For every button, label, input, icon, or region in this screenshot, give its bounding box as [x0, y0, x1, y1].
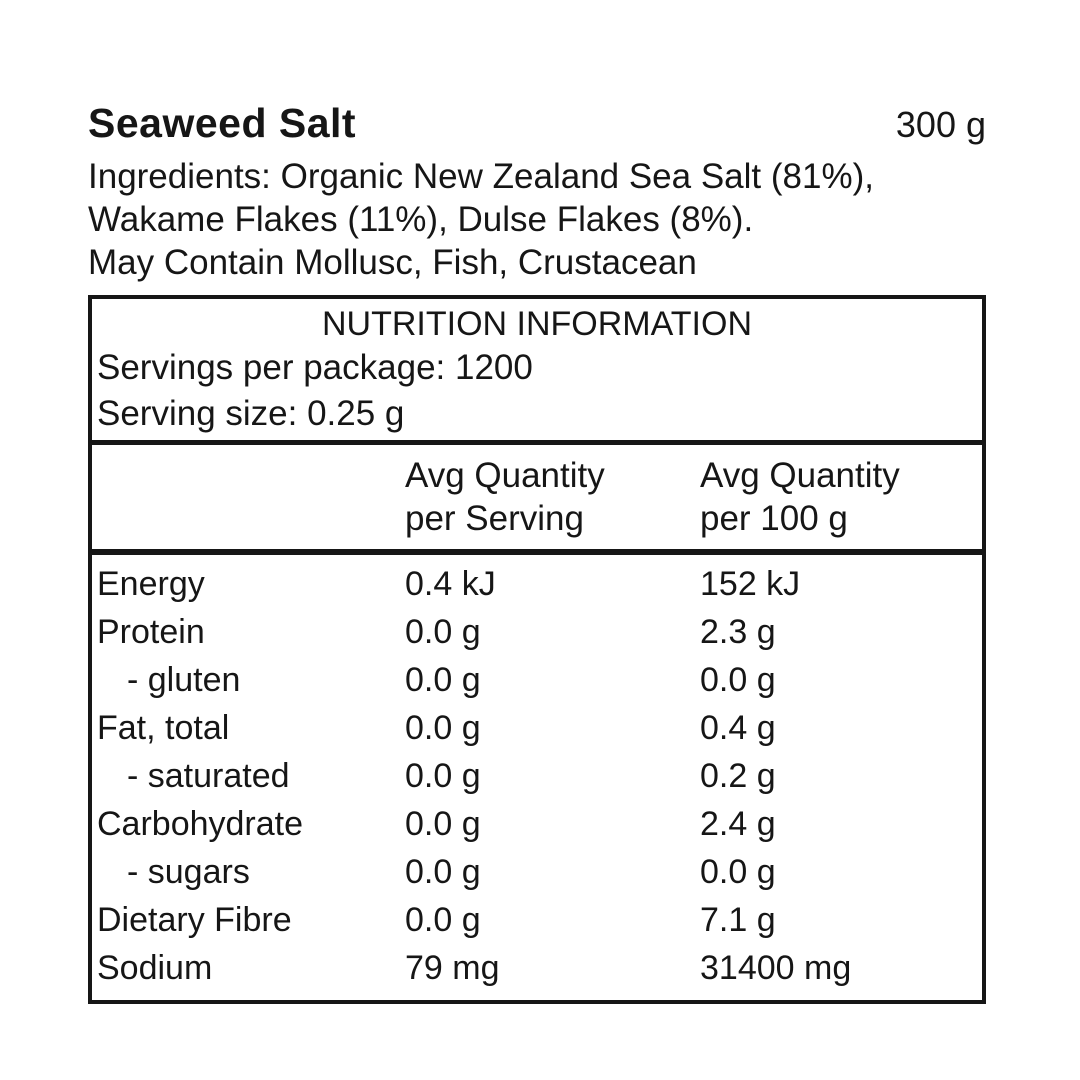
nutrient-row-sugars: [92, 848, 982, 896]
nutrition-panel: [88, 295, 986, 1004]
value-per-100g: 0.2 g: [700, 757, 776, 795]
value-per-100g: 2.4 g: [700, 805, 776, 843]
nutrient-label: Sodium: [97, 949, 213, 987]
nutrient-label: - saturated: [127, 757, 290, 795]
nutrient-row-energy: [92, 560, 982, 608]
nutrient-row-protein: [92, 608, 982, 656]
ingredients-line-2: Wakame Flakes (11%), Dulse Flakes (8%).: [88, 200, 754, 239]
ingredients-line-1: Ingredients: Organic New Zealand Sea Salt (81%),: [88, 157, 874, 196]
nutrient-label: Protein: [97, 613, 205, 651]
nutrient-row-saturated: [92, 752, 982, 800]
column-header-per-serving: [405, 454, 700, 540]
net-weight: 300 g: [895, 104, 986, 145]
nutrient-row-sodium: [92, 944, 982, 992]
value-per-serving: 0.0 g: [405, 853, 481, 891]
value-per-100g: 0.0 g: [700, 661, 776, 699]
title-row: [88, 100, 986, 148]
nutrient-rows: [92, 555, 982, 1000]
nutrient-row-gluten: [92, 656, 982, 704]
value-per-serving: 0.0 g: [405, 709, 481, 747]
column-header-per-100g-line-1: Avg Quantity: [700, 456, 900, 495]
value-per-100g: 0.4 g: [700, 709, 776, 747]
value-per-100g: 0.0 g: [700, 853, 776, 891]
value-per-serving: 0.4 kJ: [405, 565, 496, 603]
value-per-100g: 31400 mg: [700, 949, 852, 987]
servings-per-package: Servings per package: 1200: [97, 348, 533, 387]
value-per-serving: 0.0 g: [405, 805, 481, 843]
product-name: Seaweed Salt: [88, 100, 357, 146]
nutrient-row-fat-total: [92, 704, 982, 752]
nutrient-label: - gluten: [127, 661, 241, 699]
ingredients-text: [88, 155, 986, 284]
column-header-spacer: [97, 454, 405, 540]
value-per-serving: 0.0 g: [405, 901, 481, 939]
value-per-serving: 0.0 g: [405, 613, 481, 651]
column-header-per-serving-line-2: per Serving: [405, 499, 584, 538]
column-header-per-serving-line-1: Avg Quantity: [405, 456, 605, 495]
nutrient-label: Fat, total: [97, 709, 230, 747]
value-per-100g: 152 kJ: [700, 565, 801, 603]
value-per-serving: 0.0 g: [405, 661, 481, 699]
nutrient-label: Energy: [97, 565, 205, 603]
column-header-per-100g-line-2: per 100 g: [700, 499, 848, 538]
value-per-serving: 79 mg: [405, 949, 500, 987]
column-header-per-100g: [700, 454, 982, 540]
label-content: [88, 100, 986, 1004]
value-per-100g: 7.1 g: [700, 901, 776, 939]
value-per-serving: 0.0 g: [405, 757, 481, 795]
value-per-100g: 2.3 g: [700, 613, 776, 651]
allergen-statement: May Contain Mollusc, Fish, Crustacean: [88, 243, 697, 282]
nutrition-title: NUTRITION INFORMATION: [322, 305, 752, 343]
column-header-row: [92, 445, 982, 549]
nutrient-label: Carbohydrate: [97, 805, 304, 843]
nutrient-label: Dietary Fibre: [97, 901, 292, 939]
nutrient-row-carbohydrate: [92, 800, 982, 848]
nutrient-row-dietary-fibre: [92, 896, 982, 944]
serving-size: Serving size: 0.25 g: [97, 394, 405, 433]
nutrient-label: - sugars: [127, 853, 250, 891]
